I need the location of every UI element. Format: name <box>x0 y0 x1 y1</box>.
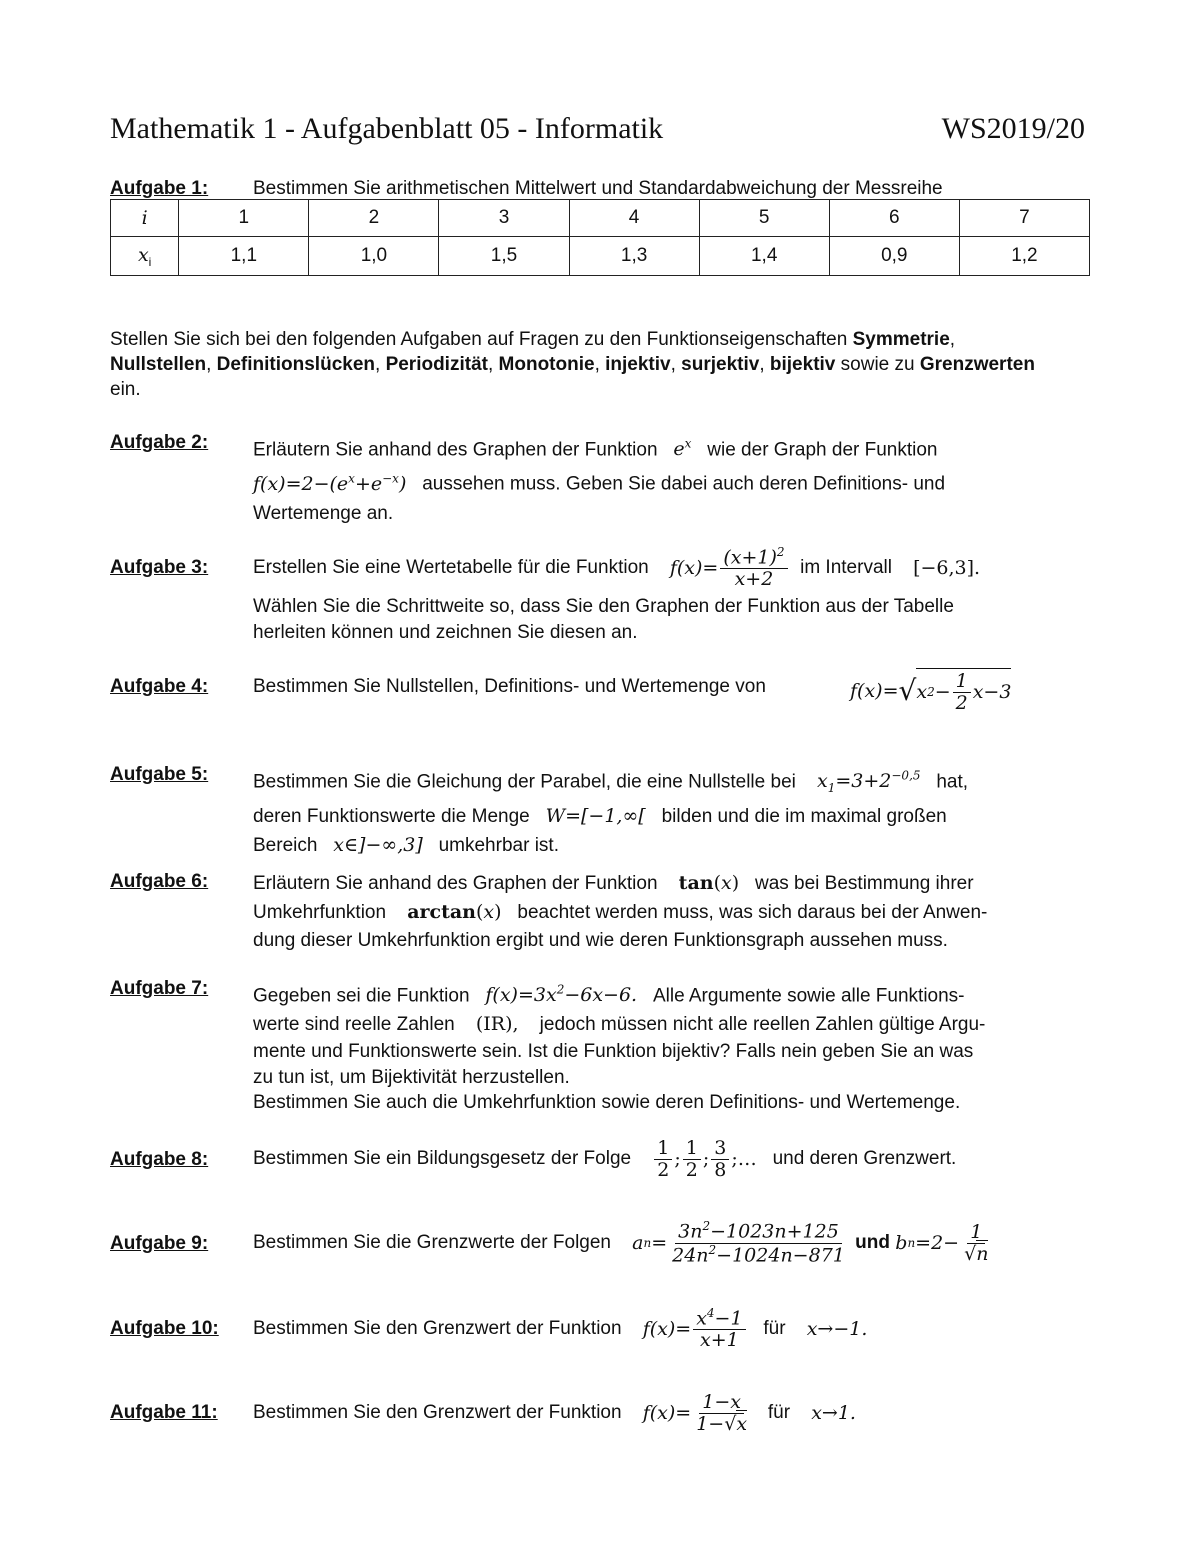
formula: f(x)= √ x 2 − $\frac{1}{2}$ x−3 <box>850 670 1012 714</box>
task-8: Aufgabe 8: Bestimmen Sie ein Bildungsgesetz der Folge $\frac{1}{2}$ ; $\frac{1}{2}$ ; $\frac{3}{8}$ ;… und deren Grenzwert. <box>110 1136 957 1181</box>
table-cell: 1,5 <box>439 237 569 276</box>
task-5: Aufgabe 5: Bestimmen Sie die Gleichung der Parabel, die eine Nullstelle bei $x_1=3+2^{-0,5}$ hat, deren Funktionswerte die Menge W=[−1,∞[ bilden und die im maximal großen Bereich x∈]−∞,3] umkehrbar ist. <box>110 764 969 857</box>
task-label: Aufgabe 2: <box>110 432 209 453</box>
task-label: Aufgabe 7: <box>110 978 209 999</box>
page-header <box>110 112 1085 146</box>
table-cell: 4 <box>569 200 699 237</box>
table-head-cell: i <box>111 200 179 237</box>
task-label: Aufgabe 1: <box>110 178 209 199</box>
task-label: Aufgabe 5: <box>110 764 209 785</box>
task-label: Aufgabe 9: <box>110 1233 209 1254</box>
task-2: Aufgabe 2: Erläutern Sie anhand des Graphen der Funktion $e^x$ wie der Graph der Funktion $f(x)=2-(e^x+e^{-x})$ aussehen muss. Geben Sie dabei auch deren Definitions- und Wertemenge an. <box>110 432 946 524</box>
page-title: Mathematik 1 - Aufgabenblatt 05 - Informatik <box>110 112 664 145</box>
task-text: Bestimmen Sie arithmetischen Mittelwert und Standardabweichung der Messreihe <box>253 178 943 199</box>
task-4: Aufgabe 4: Bestimmen Sie Nullstellen, Definitions- und Wertemenge von f(x)= √ x 2 − $\frac{1}{2}$ x−3 <box>110 670 1012 714</box>
task-7: Aufgabe 7: Gegeben sei die Funktion $f(x)=3x^2-6x-6$. Alle Argumente sowie alle Funktions- werte sind reelle Zahlen (IR), jedoch müssen nicht alle reellen Zahlen gültige Argu- mente und Funktionswerte sein. Ist die Funktion bijektiv? Falls nein geben Sie an was zu tun ist, um Bijektivität herzustellen. Bestimmen Sie auch die Umkehrfunktion sowie deren Definitions- und Wertemenge. <box>110 978 986 1114</box>
table-cell: 7 <box>959 200 1089 237</box>
intro-paragraph: Stellen Sie sich bei den folgenden Aufgaben auf Fragen zu den Funktionseigenschaften Symmetrie, Nullstellen, Definitionslücken, Periodizität, Monotonie, injektiv, surjektiv, bijektiv sowie zu Grenzwerten ein. <box>110 329 1035 400</box>
formula: $f(x)=2-(e^x+e^{-x})$ <box>253 471 407 495</box>
table-cell: 3 <box>439 200 569 237</box>
table-cell: 1,1 <box>179 237 309 276</box>
task-label: Aufgabe 11: <box>110 1402 218 1423</box>
table-cell: 2 <box>309 200 439 237</box>
task-label: Aufgabe 10: <box>110 1318 219 1339</box>
table-cell: 1,4 <box>699 237 829 276</box>
task-label: Aufgabe 3: <box>110 557 209 578</box>
task-label: Aufgabe 4: <box>110 676 209 697</box>
table-cell: 6 <box>829 200 959 237</box>
task-3: Aufgabe 3: Erstellen Sie eine Wertetabelle für die Funktion f(x)= $\frac{(x+1)^2}{x+2}$ im Intervall [−6,3]. Wählen Sie die Schrittweite so, dass Sie den Graphen der Funktion aus der Tabelle herleiten können und zeichnen Sie diesen an. <box>110 544 981 643</box>
task-label: Aufgabe 8: <box>110 1149 209 1170</box>
table-cell: 0,9 <box>829 237 959 276</box>
measurement-table <box>110 199 1090 276</box>
table-head-cell: $x_i$ <box>111 237 179 276</box>
task-10: Aufgabe 10: Bestimmen Sie den Grenzwert der Funktion f(x)= $\frac{x^4-1}{x+1}$ für x→−1. <box>110 1305 868 1352</box>
semester: WS2019/20 <box>941 112 1085 145</box>
table-row <box>111 237 1090 276</box>
table-cell: 1 <box>179 200 309 237</box>
task-6: Aufgabe 6: Erläutern Sie anhand des Graphen der Funktion tan(x) was bei Bestimmung ihrer Umkehrfunktion arctan(x) beachtet werden muss, was sich daraus bei der Anwen- dung dieser Umkehrfunktion ergibt und wie deren Funktionsgraph aussehen muss. <box>110 871 988 951</box>
task-11: Aufgabe 11: Bestimmen Sie den Grenzwert der Funktion f(x)= $\frac{1-x}{1-√x}$ für x→1. <box>110 1390 856 1435</box>
task-label: Aufgabe 6: <box>110 871 209 892</box>
table-cell: 1,0 <box>309 237 439 276</box>
table-row <box>111 200 1090 237</box>
task-9: Aufgabe 9: Bestimmen Sie die Grenzwerte der Folgen a n = $\frac{3n^2-1023n+125}{24n^2-1024n-871}$ und b n =2− $\frac{1}{√n}$ <box>110 1219 989 1266</box>
table-cell: 1,2 <box>959 237 1089 276</box>
table-cell: 5 <box>699 200 829 237</box>
table-cell: 1,3 <box>569 237 699 276</box>
